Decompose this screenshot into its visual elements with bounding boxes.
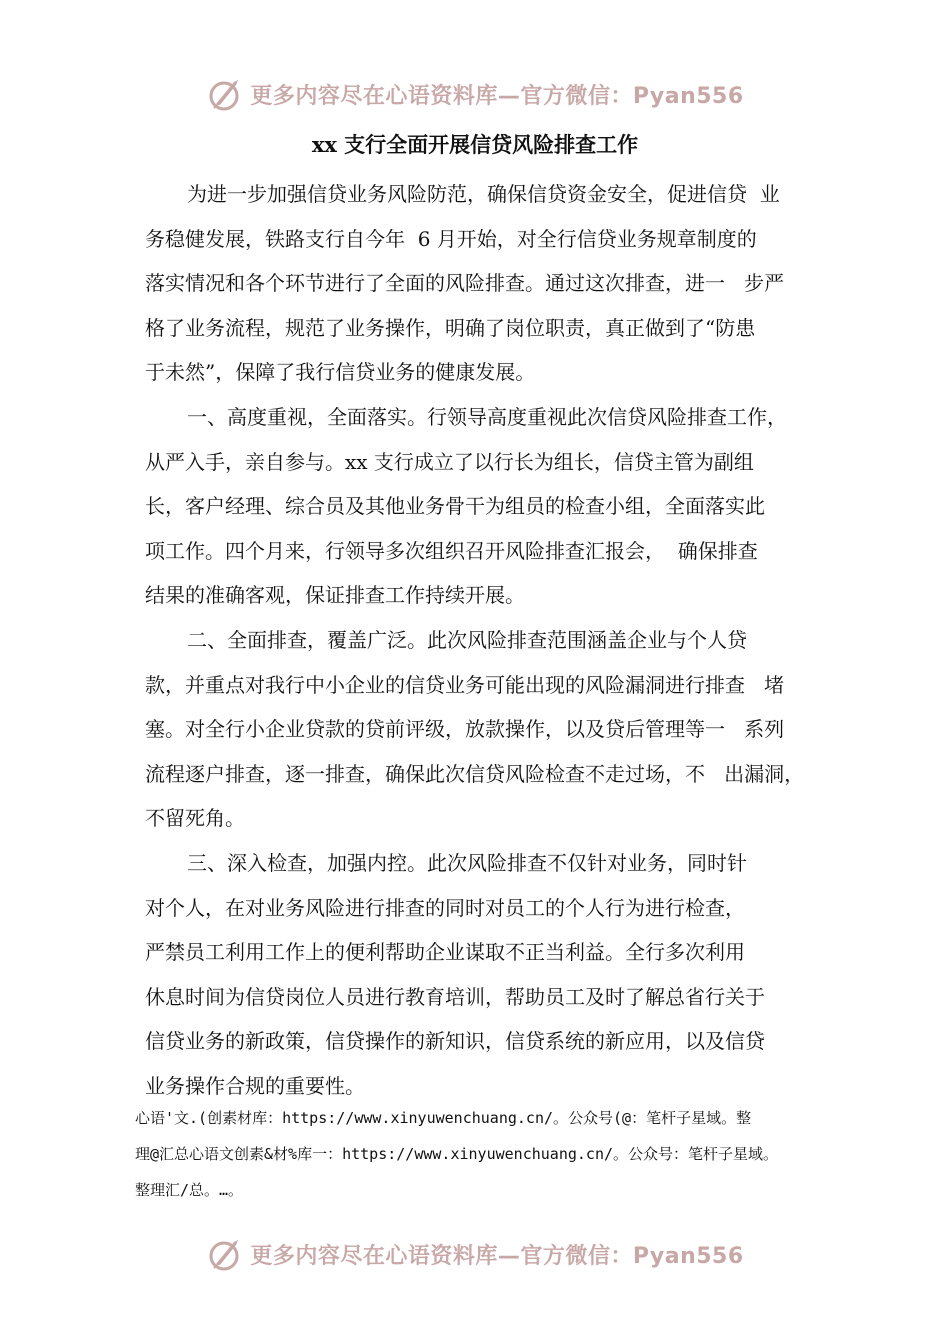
text-line: 落实情况和各个环节进行了全面的风险排查。通过这次排查，进一 步严 [145, 271, 785, 296]
text-line: 款，并重点对我行中小企业的信贷业务可能出现的风险漏洞进行排查 堵 [145, 672, 785, 697]
text-line: 于未然”，保障了我行信贷业务的健康发展。 [145, 360, 536, 385]
document-body [145, 172, 825, 1108]
text-line: 休息时间为信贷岗位人员进行教育培训，帮助员工及时了解总省行关于 [145, 984, 765, 1009]
text-line: 从严入手，亲自参与。xx 支行成立了以行长为组长，信贷主管为副组 [145, 449, 754, 474]
top-banner [0, 72, 950, 116]
text-line: 三、深入检查，加强内控。此次风险排查不仅针对业务，同时针 [187, 850, 747, 875]
bottom-banner [0, 1232, 950, 1276]
document-title: xx 支行全面开展信贷风险排查工作 [311, 132, 639, 157]
footnote [135, 1100, 835, 1208]
paragraph-section-3 [145, 841, 825, 1109]
text-line: 业务操作合规的重要性。 [145, 1073, 365, 1098]
footnote-line: 整理汇/总。…。 [135, 1181, 244, 1199]
text-line: 一、高度重视，全面落实。行领导高度重视此次信贷风险排查工作， [187, 404, 787, 429]
text-line: 长，客户经理、综合员及其他业务骨干为组员的检查小组，全面落实此 [145, 494, 765, 519]
text-line: 信贷业务的新政策，信贷操作的新知识，信贷系统的新应用，以及信贷 [145, 1029, 765, 1054]
text-line: 流程逐户排查，逐一排查，确保此次信贷风险检查不走过场，不 出漏洞， [145, 761, 805, 786]
text-line: 格了业务流程，规范了业务操作，明确了岗位职责，真正做到了“防患 [145, 315, 756, 340]
banner-text: 更多内容尽在心语资料库—官方微信：Pyan556 [250, 83, 744, 109]
paragraph-intro [145, 172, 825, 395]
paragraph-section-2 [145, 618, 825, 841]
text-line: 务稳健发展，铁路支行自今年 6 月开始，对全行信贷业务规章制度的 [145, 226, 757, 251]
text-line: 严禁员工利用工作上的便利帮助企业谋取不正当利益。全行多次利用 [145, 940, 745, 965]
footnote-line: 理@汇总心语文创素&材%库一：https://www.xinyuwenchuang.cn/。公众号：笔杆子星域。 [135, 1145, 779, 1163]
footnote-line: 心语'文.(创素材库：https://www.xinyuwenchuang.cn/。公众号(@：笔杆子星域。整 [135, 1109, 752, 1127]
text-line: 项工作。四个月来，行领导多次组织召开风险排查汇报会， 确保排查 [145, 538, 758, 563]
text-line: 不留死角。 [145, 806, 245, 831]
quill-pen-logo-icon [206, 74, 246, 114]
text-line: 二、全面排查，覆盖广泛。此次风险排查范围涵盖企业与个人贷 [187, 627, 747, 652]
text-line: 结果的准确客观，保证排查工作持续开展。 [145, 583, 525, 608]
paragraph-section-1 [145, 395, 825, 618]
banner-text: 更多内容尽在心语资料库—官方微信：Pyan556 [250, 1243, 744, 1269]
text-line: 对个人，在对业务风险进行排查的同时对员工的个人行为进行检查， [145, 895, 745, 920]
text-line: 为进一步加强信贷业务风险防范，确保信贷资金安全，促进信贷 业 [187, 182, 780, 206]
text-line: 塞。对全行小企业贷款的贷前评级，放款操作，以及贷后管理等一 系列 [145, 717, 785, 742]
quill-pen-logo-icon [206, 1234, 246, 1274]
